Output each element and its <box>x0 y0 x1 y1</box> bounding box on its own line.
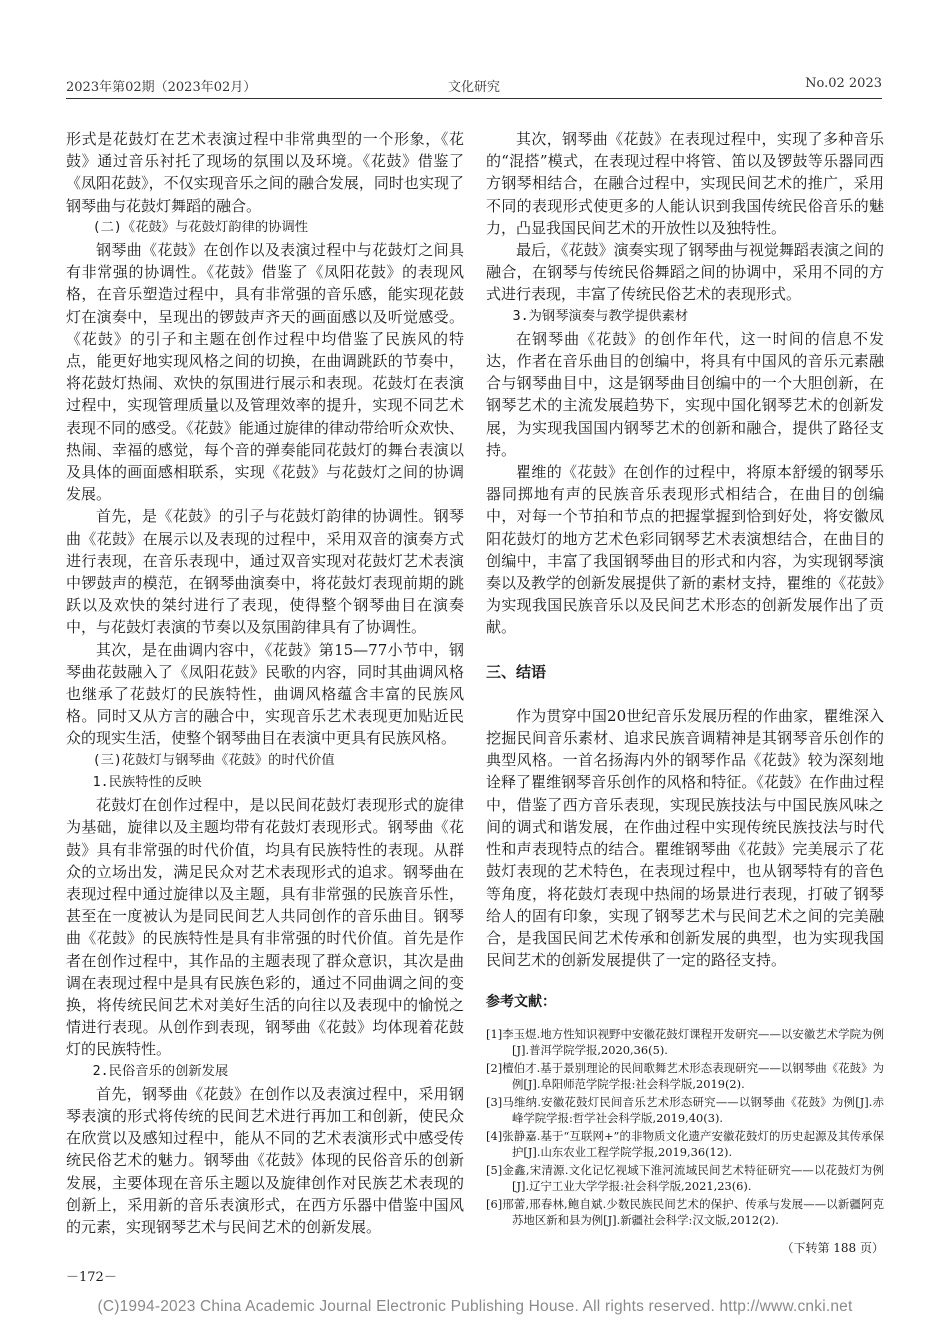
reference-item: [5]金鑫,宋清源.文化记忆视域下淮河流域民间艺术特征研究——以花鼓灯为例[J].辽宁工业大学学报:社会科学版,2021,23(6). <box>486 1162 884 1194</box>
paragraph: 在钢琴曲《花鼓》的创作年代，这一时间的信息不发达，作者在音乐曲目的创编中，将具有中国风的音乐元素融合与钢琴曲目中，这是钢琴曲目创编中的一个大胆创新，在钢琴艺术的主流发展趋势下，实现中国化钢琴艺术的创新发展，为实现我国国内钢琴艺术的创新和融合，提供了路径支持。 <box>486 329 884 459</box>
subsection-heading: 2.民俗音乐的创新发展 <box>92 1063 229 1079</box>
subsection-heading: 1.民族特性的反映 <box>92 774 202 790</box>
reference-item: [4]张静嘉.基于“互联网+”的非物质文化遗产安徽花鼓灯的历史起源及其传承保护[J].山东农业工程学院学报,2019,36(12). <box>486 1128 884 1160</box>
reference-item: [2]檀伯才.基于景别理论的民间歌舞艺术形态表现研究——以钢琴曲《花鼓》为例[J].阜阳师范学院学报:社会科学版,2019(2). <box>486 1060 884 1092</box>
header-divider <box>66 98 882 99</box>
header-issue: 2023年第02期（2023年02月） <box>66 80 257 95</box>
references-heading: 参考文献： <box>486 994 556 1011</box>
running-header <box>66 76 882 100</box>
reference-item: [3]马维纳.安徽花鼓灯民间音乐艺术形态研究——以钢琴曲《花鼓》为例[J].赤峰学院学报:哲学社会科学版,2019,40(3). <box>486 1094 884 1126</box>
paragraph: 作为贯穿中国20世纪音乐发展历程的作曲家，瞿维深入挖掘民间音乐素材、追求民族音调精神是其钢琴音乐创作的典型风格。一首名扬海内外的钢琴作品《花鼓》较为深刻地诠释了瞿维钢琴音乐创作的风格和特征。《花鼓》在作曲过程中，借鉴了西方音乐表现，实现民族技法与中国民族风味之间的调式和谐发展，在作曲过程中实现传统民族技法与时代性和声表现特点的结合。瞿维钢琴曲《花鼓》完美展示了花鼓灯表现的艺术特色，在表现过程中，也从钢琴特有的音色等角度，将花鼓灯表现中热闹的场景进行表现，打破了钢琴给人的固有印象，实现了钢琴艺术与民间艺术之间的完美融合，是我国民间艺术传承和创新发展的典型，也为实现我国民间艺术的创新发展提供了一定的路径支持。 <box>486 706 884 970</box>
paragraph: 首先，是《花鼓》的引子与花鼓灯韵律的协调性。钢琴曲《花鼓》在展示以及表现的过程中，采用双音的演奏方式进行表现，在音乐表现中，通过双音实现对花鼓灯艺术表演中锣鼓声的模范，在钢琴曲演奏中，将花鼓灯表现前期的跳跃以及欢快的桀纣进行了表现，使得整个钢琴曲目在演奏中，与花鼓灯表演的节奏以及氛围韵律具有了协调性。 <box>66 507 464 637</box>
paragraph: 最后，《花鼓》演奏实现了钢琴曲与视觉舞蹈表演之间的融合，在钢琴与传统民俗舞蹈之间的协调中，采用不同的方式进行表现，丰富了传统民俗艺术的表现形式。 <box>486 241 884 304</box>
page-number: －172－ <box>66 1270 117 1285</box>
reference-item: [6]邢蕾,邢春林,鲍自斌.少数民族民间艺术的保护、传承与发展——以新疆阿克苏地区新和县为例[J].新疆社会科学:汉文版,2012(2). <box>486 1196 884 1228</box>
subsection-heading: (二)《花鼓》与花鼓灯韵律的协调性 <box>92 219 309 235</box>
paragraph: 形式是花鼓灯在艺术表演过程中非常典型的一个形象，《花鼓》通过音乐衬托了现场的氛围以及环境。《花鼓》借鉴了《凤阳花鼓》，不仅实现音乐之间的融合发展，同时也实现了钢琴曲与花鼓灯舞蹈的融合。 <box>66 130 464 215</box>
right-column <box>486 128 884 1259</box>
continued-note: （下转第 188 页） <box>781 1240 884 1255</box>
paragraph: 首先，钢琴曲《花鼓》在创作以及表演过程中，采用钢琴表演的形式将传统的民间艺术进行再加工和创新，使民众在欣赏以及感知过程中，能从不同的艺术表演形式中感受传统民俗艺术的魅力。钢琴曲《花鼓》体现的民俗音乐的创新发展，主要体现在音乐主题以及旋律创作对民族艺术表现的创新上，采用新的音乐表演形式，在西方乐器中借鉴中国风的元素，实现钢琴艺术与民间艺术的创新发展。 <box>66 1084 464 1236</box>
copyright-footer: (C)1994-2023 China Academic Journal Electronic Publishing House. All rights reserved. http://www.cnki.net <box>97 1298 853 1315</box>
reference-item: [1]李玉煜.地方性知识视野中安徽花鼓灯课程开发研究——以安徽艺术学院为例[J].普洱学院学报,2020,36(5). <box>486 1026 884 1058</box>
subsection-heading: 3.为钢琴演奏与教学提供素材 <box>512 308 689 324</box>
paragraph: 其次，钢琴曲《花鼓》在表现过程中，实现了多种音乐的“混搭”模式，在表现过程中将管、笛以及锣鼓等乐器同西方钢琴相结合，在融合过程中，实现民间艺术的推广，采用不同的表现形式使更多的人能认识到我国传统民俗音乐的魅力，凸显我国民间艺术的开放性以及独特性。 <box>486 130 884 237</box>
paragraph: 钢琴曲《花鼓》在创作以及表演过程中与花鼓灯之间具有非常强的协调性。《花鼓》借鉴了《凤阳花鼓》的表现风格，在音乐塑造过程中，具有非常强的音乐感，能实现花鼓灯在演奏中，呈现出的锣鼓声齐天的画面感以及听觉感受。《花鼓》的引子和主题在创作过程中均借鉴了民族风的特点，能更好地实现风格之间的切换，在曲调跳跃的节奏中，将花鼓灯热闹、欢快的氛围进行展示和表现。花鼓灯在表演过程中，实现管理质量以及管理效率的提升，实现不同艺术表现不同的感受。《花鼓》能通过旋律的律动带给听众欢快、热闹、幸福的感觉，每个音的弹奏能同花鼓灯的舞台表演以及具体的画面感相联系，实现《花鼓》与花鼓灯之间的协调发展。 <box>66 241 464 504</box>
right-column-body <box>486 128 884 971</box>
section-heading: 三、结语 <box>486 662 547 681</box>
paragraph: 花鼓灯在创作过程中，是以民间花鼓灯表现形式的旋律为基础，旋律以及主题均带有花鼓灯表现形式。钢琴曲《花鼓》具有非常强的时代价值，均具有民族特性的表现。从群众的立场出发，满足民众对艺术表现形式的追求。钢琴曲在表现过程中通过旋律以及主题，具有非常强的民族音乐性，甚至在一度被认为是同民间艺人共同创作的音乐曲目。钢琴曲《花鼓》的民族特性是具有非常强的时代价值。首先是作者在创作过程中，其作品的主题表现了群众意识，其次是曲调在表现过程中是具有民族色彩的，通过不同曲调之间的变换，将传统民间艺术对美好生活的向往以及表现中的愉悦之情进行表现。从创作到表现，钢琴曲《花鼓》均体现着花鼓灯的民族特性。 <box>66 796 464 1059</box>
paragraph: 瞿维的《花鼓》在创作的过程中，将原本舒缓的钢琴乐器同掷地有声的民族音乐表现形式相结合，在曲目的创编中，对每一个节拍和节点的把握掌握到恰到好处，将安徽凤阳花鼓灯的地方艺术色彩同钢琴艺术表演想结合，在曲目的创编中，丰富了我国钢琴曲目的形式和内容，为实现钢琴演奏以及教学的创新发展提供了新的素材支持，瞿维的《花鼓》为实现我国民族音乐以及民间艺术形态的创新发展作出了贡献。 <box>486 463 884 637</box>
left-column <box>66 128 464 1238</box>
reference-list <box>486 1026 884 1229</box>
subsection-heading: (三)花鼓灯与钢琴曲《花鼓》的时代价值 <box>92 752 335 768</box>
header-issue-number: No.02 2023 <box>805 76 882 91</box>
paragraph: 其次，是在曲调内容中，《花鼓》第15—77小节中，钢琴曲花鼓融入了《凤阳花鼓》民歌的内容，同时其曲调风格也继承了花鼓灯的民族特性，曲调风格蕴含丰富的民族风格。同时又从方言的融合中，实现音乐艺术表现更加贴近民众的现实生活，使整个钢琴曲目在表演中更具有民族风格。 <box>66 640 464 748</box>
header-journal-section: 文化研究 <box>447 80 500 95</box>
